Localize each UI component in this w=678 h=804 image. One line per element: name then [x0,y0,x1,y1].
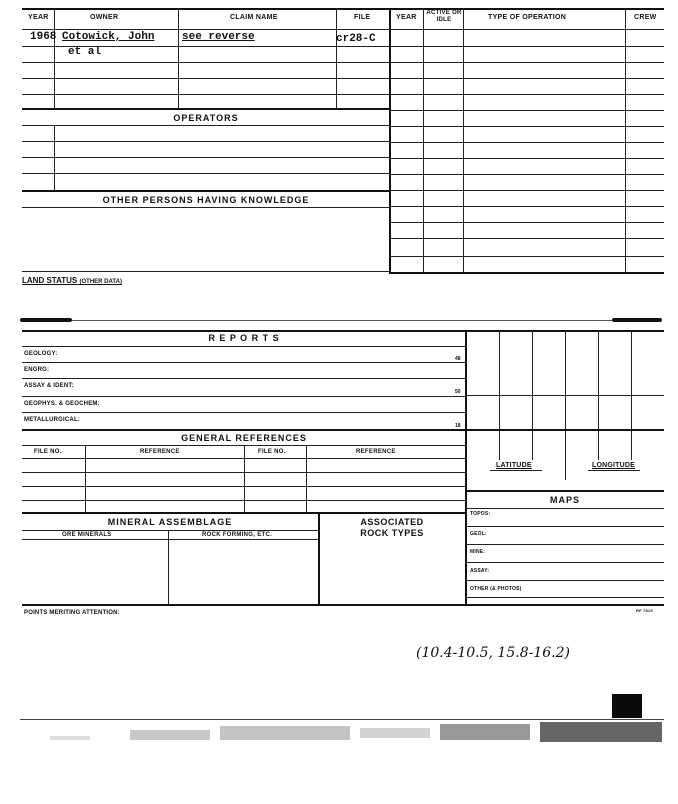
maps-mine-label: MINE: [470,549,486,555]
scan-noise-band [20,722,664,762]
land-status-sub: (OTHER DATA) [79,279,122,285]
ore-minerals-header: ORE MINERALS [62,532,112,538]
handwritten-note: (10.4-10.5, 15.8-16.2) [416,645,570,661]
rock-forming-header: ROCK FORMING, ETC. [202,532,273,538]
operations-header-active-idle: ACTIVE OR IDLE [426,10,462,23]
claims-header-claim-name: CLAIM NAME [230,14,278,21]
report-metallurgical-num: 18 [455,423,461,429]
claim-owner: Cotowick, John [62,31,155,43]
claims-header-owner: OWNER [90,14,119,21]
associated-label: ASSOCIATED [360,517,424,527]
claim-owner-cont: et al [68,46,102,58]
ref-header-reference-1: REFERENCE [140,449,180,455]
report-assay-label: ASSAY & IDENT: [24,383,74,389]
maps-assay-label: ASSAY: [470,568,490,574]
rock-types-label: ROCK TYPES [360,528,424,538]
report-geology-num: 48 [455,356,461,362]
report-geophys-label: GEOPHYS. & GEOCHEM: [24,401,100,407]
general-references-title: GENERAL REFERENCES [181,433,307,443]
operations-header-type: TYPE OF OPERATION [488,14,567,21]
maps-title: MAPS [549,495,580,505]
report-metallurgical-label: METALLURGICAL: [24,417,81,423]
longitude-label: LONGITUDE [592,462,636,469]
scan-artifact-block [612,694,642,718]
operators-title: OPERATORS [173,113,239,123]
mineral-assemblage-title: MINERAL ASSEMBLAGE [107,517,233,527]
operations-header-year: YEAR [396,14,417,21]
land-status-label: LAND STATUS [22,276,78,285]
latitude-label: LATITUDE [496,462,532,469]
maps-other-label: OTHER (& PHOTOS) [470,586,522,592]
report-geology-label: GEOLOGY: [24,351,58,357]
ref-header-reference-2: REFERENCE [356,449,396,455]
ref-header-file-no-1: FILE NO. [34,449,62,455]
reports-title: R E P O R T S [208,333,280,343]
maps-geol-label: GEOL: [470,531,487,537]
points-meriting-attention: POINTS MERITING ATTENTION: [24,610,120,616]
claims-header-file: FILE [354,14,371,21]
claim-year: 1968 [30,31,57,43]
report-engrg-label: ENGRG: [24,367,50,373]
other-persons-title: OTHER PERSONS HAVING KNOWLEDGE [102,195,310,205]
operations-header-crew: CREW [634,14,657,21]
report-assay-num: 50 [455,389,461,395]
claim-name: see reverse [182,31,255,43]
maps-topos-label: TOPOS: [470,511,491,517]
claim-file: cr28-C [336,33,376,45]
claims-header-year: YEAR [28,14,49,21]
form-number: RF 7819 [636,608,653,613]
ref-header-file-no-2: FILE NO. [258,449,286,455]
